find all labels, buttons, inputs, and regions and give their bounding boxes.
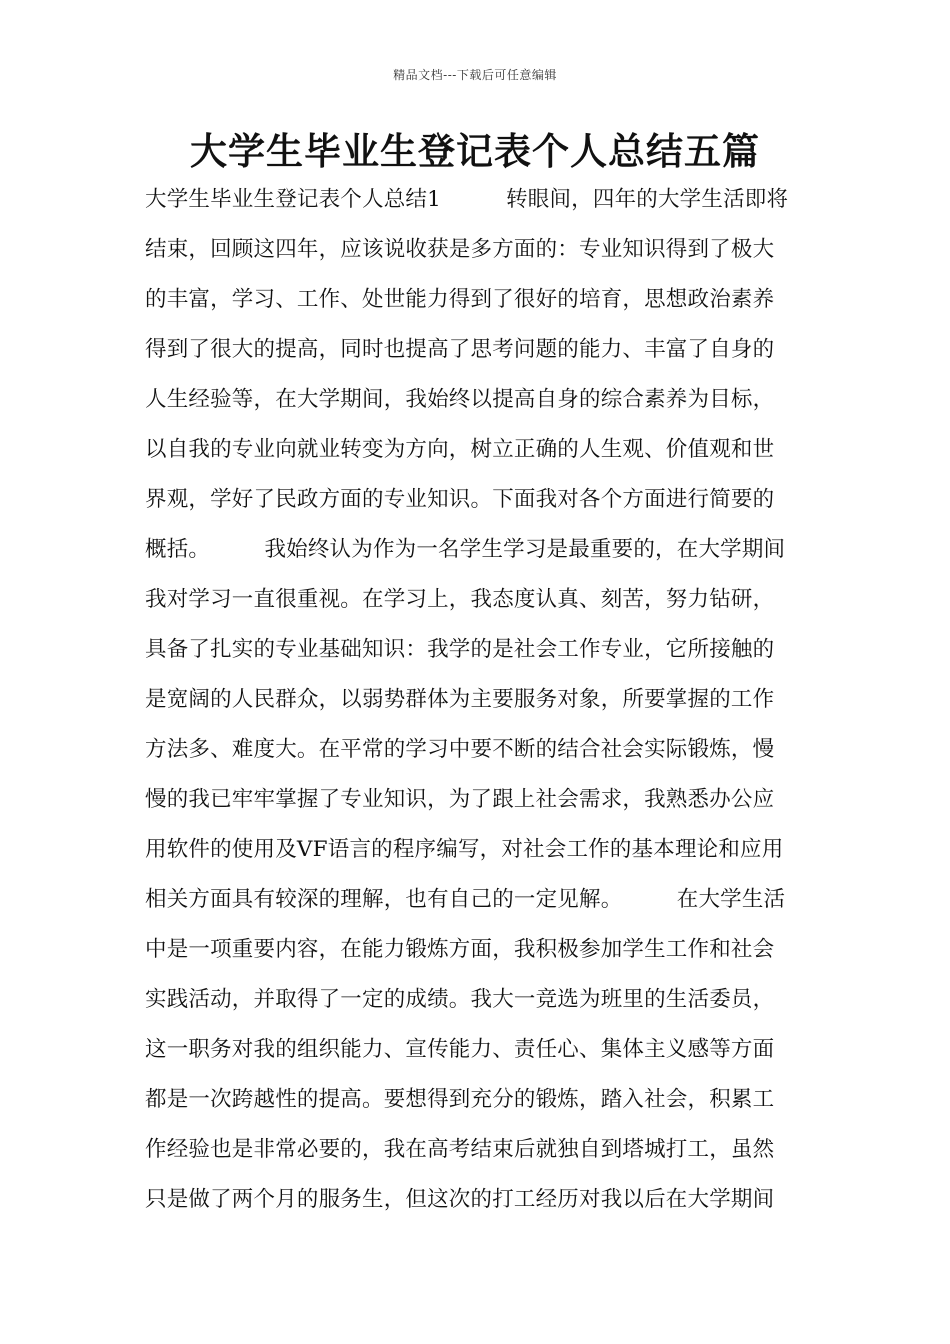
body-line: 的丰富，学习、工作、处世能力得到了很好的培育，思想政治素养 — [145, 287, 775, 312]
body-line: 具备了扎实的专业基础知识：我学的是社会工作专业，它所接触的 — [145, 637, 775, 662]
body-line: 作经验也是非常必要的，我在高考结束后就独自到塔城打工，虽然 — [145, 1137, 775, 1162]
body-line: 结束，回顾这四年，应该说收获是多方面的：专业知识得到了极大 — [145, 237, 775, 262]
body-line: 大学生毕业生登记表个人总结1 转眼间，四年的大学生活即将 — [145, 187, 789, 212]
body-line: 这一职务对我的组织能力、宣传能力、责任心、集体主义感等方面 — [145, 1037, 775, 1062]
body-line: 慢的我已牢牢掌握了专业知识，为了跟上社会需求，我熟悉办公应 — [145, 787, 775, 812]
body-line: 实践活动，并取得了一定的成绩。我大一竞选为班里的生活委员， — [145, 987, 775, 1012]
body-line: 只是做了两个月的服务生，但这次的打工经历对我以后在大学期间 — [145, 1187, 775, 1212]
body-line: 中是一项重要内容，在能力锻炼方面，我积极参加学生工作和社会 — [145, 937, 775, 962]
body-text — [145, 180, 810, 1230]
body-line: 以自我的专业向就业转变为方向，树立正确的人生观、价值观和世 — [145, 437, 775, 462]
header-note: 精品文档---下载后可任意编辑 — [393, 68, 557, 82]
body-line: 人生经验等，在大学期间，我始终以提高自身的综合素养为目标， — [145, 387, 775, 412]
document-title: 大学生毕业生登记表个人总结五篇 — [190, 130, 760, 173]
body-line: 相关方面具有较深的理解，也有自己的一定见解。 在大学生活 — [145, 887, 786, 912]
body-line: 界观，学好了民政方面的专业知识。下面我对各个方面进行简要的 — [145, 487, 775, 512]
body-line: 都是一次跨越性的提高。要想得到充分的锻炼，踏入社会，积累工 — [145, 1087, 775, 1112]
body-line: 概括。 我始终认为作为一名学生学习是最重要的，在大学期间 — [145, 537, 786, 562]
body-line: 是宽阔的人民群众，以弱势群体为主要服务对象，所要掌握的工作 — [145, 687, 775, 712]
body-line: 得到了很大的提高，同时也提高了思考问题的能力、丰富了自身的 — [145, 337, 775, 362]
body-line: 用软件的使用及VF语言的程序编写，对社会工作的基本理论和应用 — [145, 837, 784, 862]
body-line: 我对学习一直很重视。在学习上，我态度认真、刻苦，努力钻研， — [145, 587, 775, 612]
body-line: 方法多、难度大。在平常的学习中要不断的结合社会实际锻炼，慢 — [145, 737, 775, 762]
